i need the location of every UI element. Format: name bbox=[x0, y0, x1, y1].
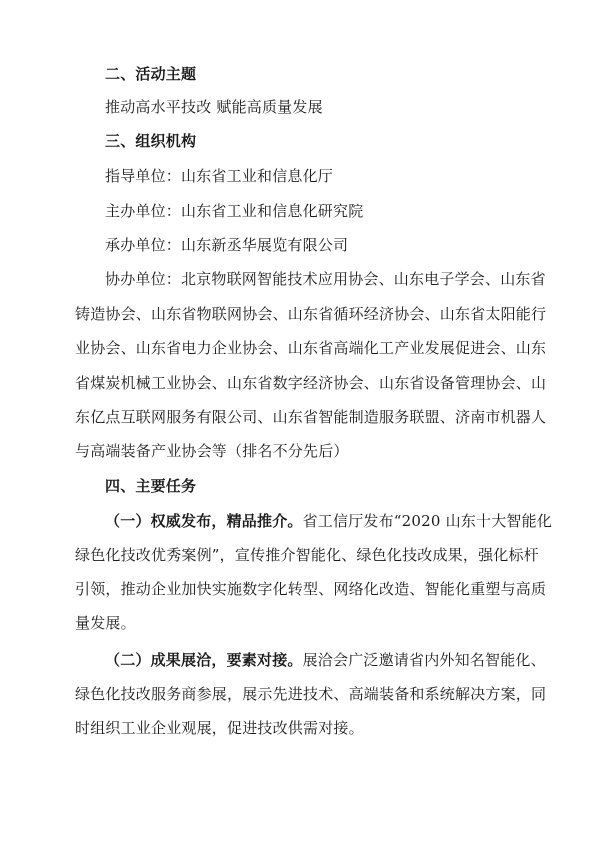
co-organizer-line: 协办单位：北京物联网智能技术应用协会、山东电子学会、山东省 bbox=[105, 270, 546, 288]
section-heading-tasks: 四、主要任务 bbox=[105, 477, 197, 495]
task2-first-line-text: 展洽会广泛邀请省内外知名智能化、 bbox=[302, 651, 546, 669]
section-heading-organization: 三、组织机构 bbox=[105, 132, 197, 150]
task2-line: 时组织工业企业观展，促进技改供需对接。 bbox=[75, 719, 364, 737]
task1-first-line-text: 省工信厅发布“2020 山东十大智能化 bbox=[302, 512, 553, 530]
task1-line: 引领，推动企业加快实施数字化转型、网络化改造、智能化重塑与高质 bbox=[75, 580, 547, 598]
task1-first-line bbox=[105, 511, 553, 531]
co-organizer-line: 东亿点互联网服务有限公司、山东省智能制造服务联盟、济南市机器人 bbox=[75, 408, 547, 426]
task1-line: 绿色化技改优秀案例”，宣传推介智能化、绿色化技改成果，强化标杆 bbox=[75, 546, 539, 564]
task2-line: 绿色化技改服务商参展，展示先进技术、高端装备和系统解决方案，同 bbox=[75, 685, 547, 703]
co-organizer-line: 与高端装备产业协会等（排名不分先后） bbox=[75, 442, 349, 460]
co-organizer-line: 业协会、山东省电力企业协会、山东省高端化工产业发展促进会、山东 bbox=[75, 339, 547, 357]
task1-line: 量发展。 bbox=[75, 614, 136, 632]
theme-text: 推动高水平技改 赋能高质量发展 bbox=[105, 98, 323, 116]
host-unit: 主办单位：山东省工业和信息化研究院 bbox=[105, 202, 364, 220]
guide-unit: 指导单位：山东省工业和信息化厅 bbox=[105, 167, 334, 185]
co-organizer-line: 省煤炭机械工业协会、山东省数字经济协会、山东省设备管理协会、山 bbox=[75, 374, 547, 392]
organizer-unit: 承办单位：山东新丞华展览有限公司 bbox=[105, 236, 349, 254]
task2-lead: （二）成果展洽，要素对接。 bbox=[105, 651, 303, 669]
task1-lead: （一）权威发布，精品推介。 bbox=[105, 512, 303, 530]
co-organizer-line: 铸造协会、山东省物联网协会、山东省循环经济协会、山东省太阳能行 bbox=[75, 305, 547, 323]
section-heading-theme: 二、活动主题 bbox=[105, 65, 197, 83]
task2-first-line bbox=[105, 650, 546, 670]
